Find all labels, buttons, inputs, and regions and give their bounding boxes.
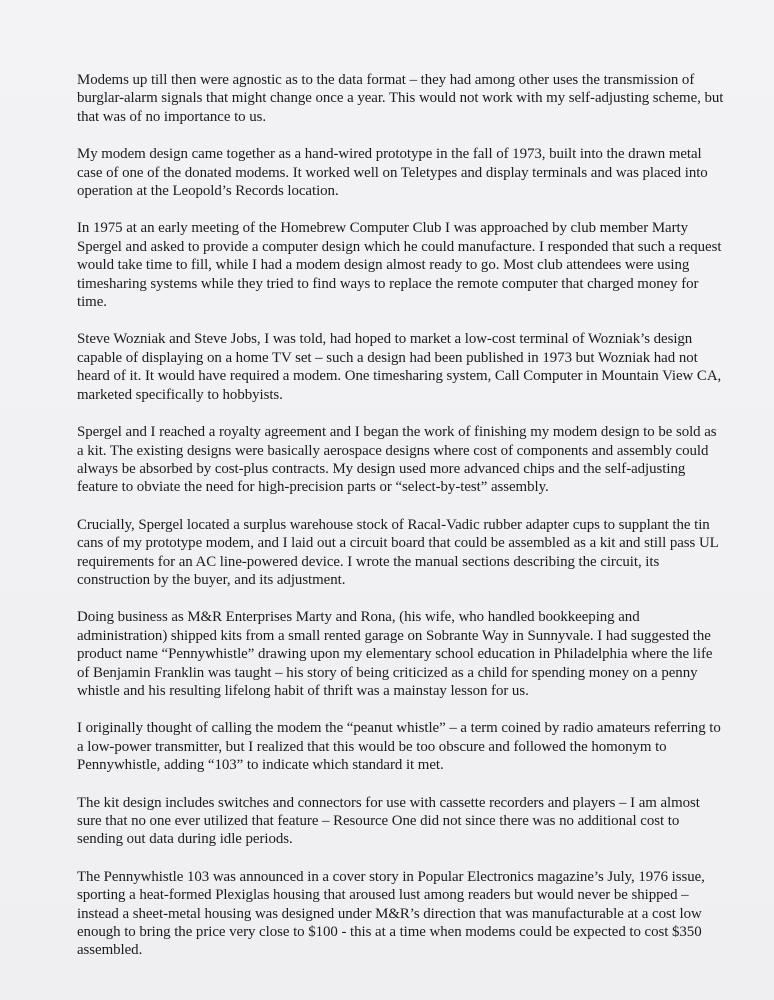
- paragraph-homebrew-club: In 1975 at an early meeting of the Homebrew Computer Club I was approached by club member Marty Spergel and asked to provide a computer design which he could manufacture. I responded that such a request would take time to fill, while I had a modem design almost ready to go. Most club attendees were using timesharing systems while they tried to find ways to replace the remote computer that charged money for time.: [77, 220, 722, 311]
- paragraph-wozniak-jobs: Steve Wozniak and Steve Jobs, I was told, had hoped to market a low-cost terminal of Wozniak’s design capable of displaying on a home TV set – such a design had been published in 1973 but Wozniak had not heard of it. It would have required a modem. One timesharing system, Call Computer in Mountain View CA, marketed specifically to hobbyists.: [77, 331, 722, 403]
- paragraph-racal-vadic: Crucially, Spergel located a surplus warehouse stock of Racal-Vadic rubber adapter cups to supplant the tin cans of my prototype modem, and I laid out a circuit board that could be assembled as a kit and still pass UL requirements for an AC line-powered device. I wrote the manual sections describing the circuit, its construction by the buyer, and its adjustment.: [77, 516, 719, 588]
- paragraph-modems-agnostic: Modems up till then were agnostic as to the data format – they had among other uses the transmission of burglar-alarm signals that might change once a year. This would not work with my self-adjusting scheme, but that was of no importance to us.: [77, 72, 724, 125]
- paragraph-peanut-whistle: I originally thought of calling the modem the “peanut whistle” – a term coined by radio amateurs referring to a low-power transmitter, but I realized that this would be too obscure and followed the homonym to Pennywhistle, adding “103” to indicate which standard it met.: [77, 720, 721, 774]
- paragraph-prototype-1973: My modem design came together as a hand-wired prototype in the fall of 1973, built into the drawn metal case of one of the donated modems. It worked well on Teletypes and display terminals and was placed into operation at the Leopold’s Records location.: [77, 146, 708, 200]
- paragraph-kit-design: The kit design includes switches and connectors for use with cassette recorders and players – I am almost sure that no one ever utilized that feature – Resource One did not since there was no additional cost to sending out data during idle periods.: [77, 794, 700, 848]
- paragraph-popular-electronics: The Pennywhistle 103 was announced in a cover story in Popular Electronics magazine’s July, 1976 issue, sporting a heat-formed Plexiglas housing that aroused lust among readers but would never be shipped – instead a sheet-metal housing was designed under M&R’s direction that was manufacturable at a cost low enough to bring the price very close to $100 - this at a time when modems could be expected to cost $350 assembled.: [77, 868, 705, 959]
- document-body: [77, 71, 724, 960]
- paragraph-royalty-agreement: Spergel and I reached a royalty agreement and I began the work of finishing my modem design to be sold as a kit. The existing designs were basically aerospace designs where cost of components and assembly could always be absorbed by cost-plus contracts. My design used more advanced chips and the self-adjusting feature to obviate the need for high-precision parts or “select-by-test” assembly.: [77, 424, 717, 496]
- paragraph-mr-enterprises: Doing business as M&R Enterprises Marty and Rona, (his wife, who handled bookkeeping and administration) shipped kits from a small rented garage on Sobrante Way in Sunnyvale. I had suggested the product name “Pennywhistle” drawing upon my elementary school education in Philadelphia where the life of Benjamin Franklin was taught – his story of being criticized as a child for spending money on a penny whistle and his resulting lifelong habit of thrift was a mainstay lesson for us.: [77, 609, 713, 699]
